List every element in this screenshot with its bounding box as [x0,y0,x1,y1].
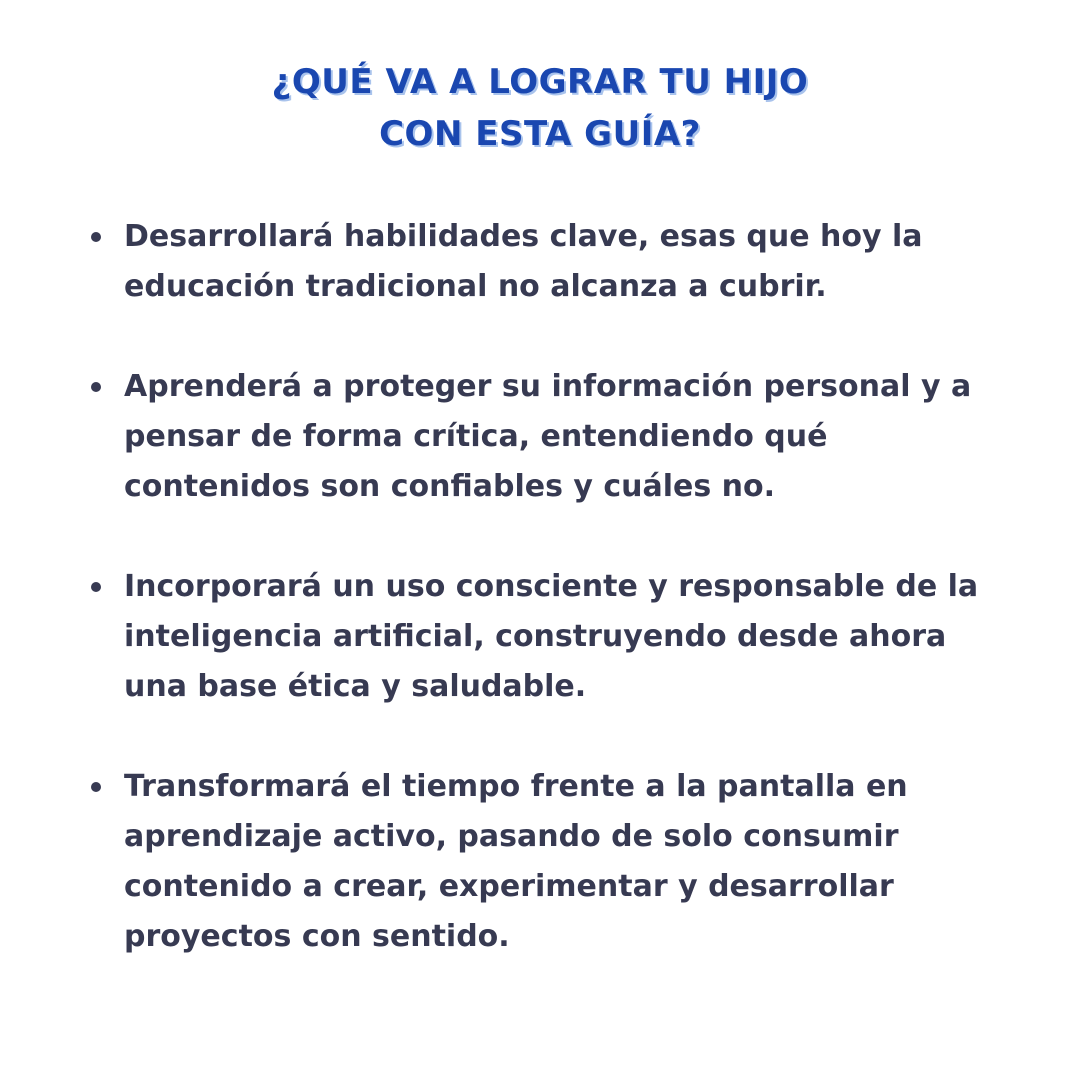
list-item-text: Incorporará un uso consciente y responsable de la inteligencia artificial, construyendo desde ahora una base ética y saludable. [124,569,979,704]
title-line-2: CON ESTA GUÍA? [379,114,701,154]
title-line-1: ¿QUÉ VA A LOGRAR TU HIJO [271,62,809,102]
bullet-icon [91,232,101,242]
list-item [86,212,1016,312]
benefits-list [86,212,1016,1012]
list-item-text: Desarrollará habilidades clave, esas que hoy la educación tradicional no alcanza a cubrir. [124,219,923,304]
bullet-icon [91,582,101,592]
list-item [86,562,1016,712]
page-title [0,56,1080,160]
bullet-icon [91,782,101,792]
list-item [86,362,1016,512]
list-item-text: Aprenderá a proteger su información personal y a pensar de forma crítica, entendiendo qué contenidos son confiables y cuáles no. [124,369,972,504]
bullet-icon [91,382,101,392]
list-item-text: Transformará el tiempo frente a la pantalla en aprendizaje activo, pasando de solo consumir contenido a crear, experimentar y desarrollar proyectos con sentido. [124,769,908,954]
list-item [86,762,1016,962]
